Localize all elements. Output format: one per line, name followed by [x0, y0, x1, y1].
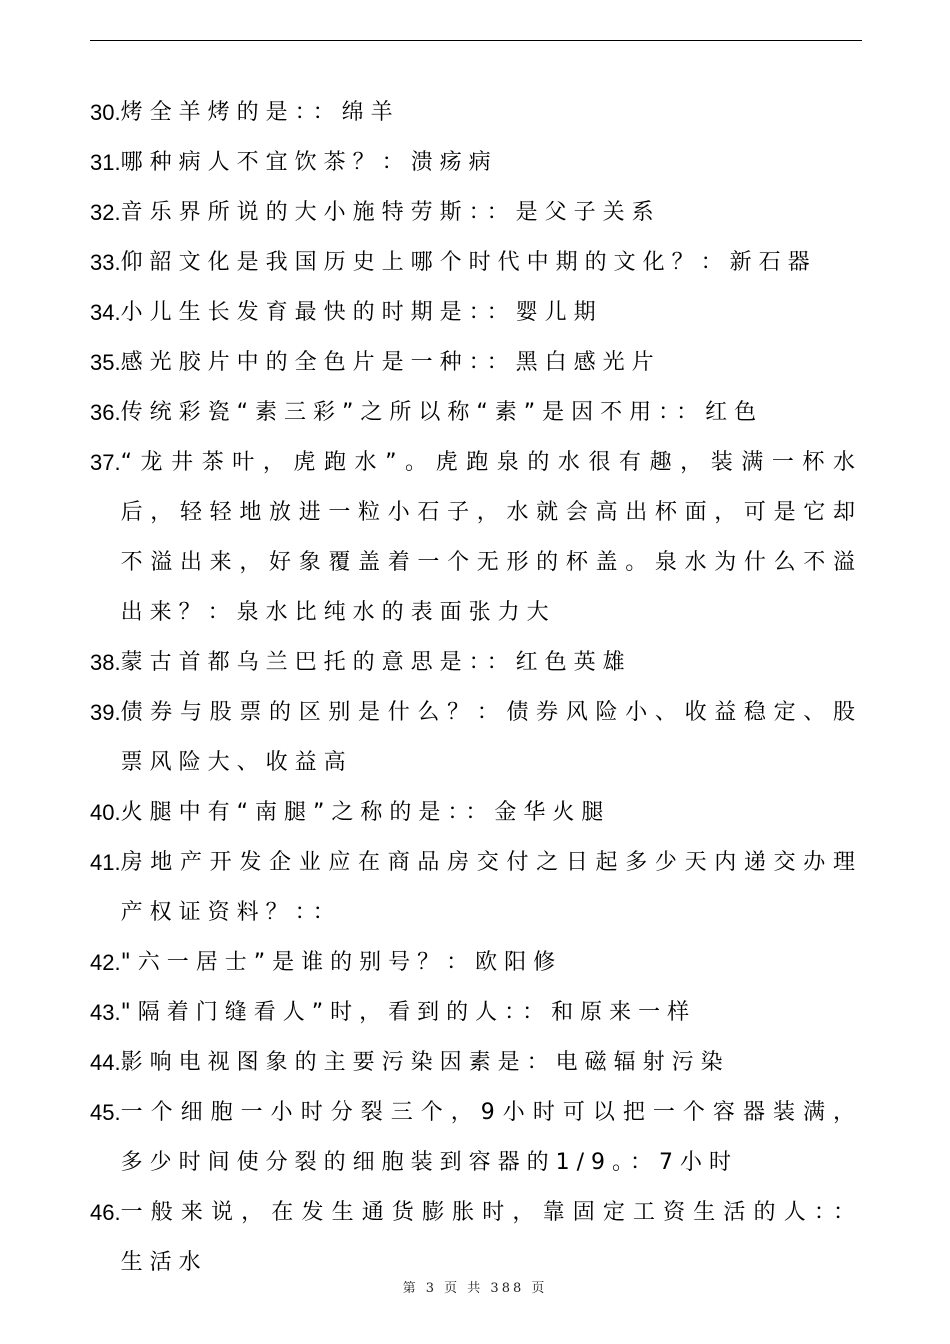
item-number: 46.	[90, 1200, 121, 1225]
item-number: 41.	[90, 850, 121, 875]
qa-item	[90, 138, 862, 188]
qa-item	[90, 288, 862, 338]
item-number: 38.	[90, 650, 121, 675]
item-text: 影响电视图象的主要污染因素是：电磁辐射污染	[120, 1050, 730, 1075]
item-number: 44.	[90, 1050, 121, 1075]
item-text: 房地产开发企业应在商品房交付之日起多少天内递交办理产权证资料？：：	[120, 850, 862, 925]
qa-item	[90, 88, 862, 138]
item-number: 40.	[90, 800, 121, 825]
item-text: 烤全羊烤的是：：绵羊	[120, 100, 400, 125]
qa-item	[90, 638, 862, 688]
page-footer: 第 3 页 共 388 页	[402, 1281, 548, 1296]
item-text: 一般来说，在发生通货膨胀时，靠固定工资生活的人：：生活水	[120, 1200, 862, 1275]
qa-item	[90, 338, 862, 388]
item-text: 音乐界所说的大小施特劳斯：：是父子关系	[120, 200, 661, 225]
qa-item	[90, 438, 862, 638]
qa-item	[90, 988, 862, 1038]
item-number: 35.	[90, 350, 121, 375]
item-number: 31.	[90, 150, 121, 175]
item-number: 42.	[90, 950, 121, 975]
qa-item	[90, 1038, 862, 1088]
item-number: 32.	[90, 200, 121, 225]
item-number: 39.	[90, 700, 121, 725]
item-text: 哪种病人不宜饮茶？：溃疡病	[120, 150, 498, 175]
qa-item	[90, 188, 862, 238]
qa-item	[90, 238, 862, 288]
item-text: 传统彩瓷“素三彩”之所以称“素”是因不用：：红色	[120, 400, 764, 425]
item-text: "六一居士”是谁的别号？：欧阳修	[120, 950, 563, 975]
item-number: 36.	[90, 400, 121, 425]
item-text: “龙井茶叶，虎跑水”。虎跑泉的水很有趣，装满一杯水后，轻轻地放进一粒小石子，水就会高出杯面，可是它却不溢出来，好象覆盖着一个无形的杯盖。泉水为什么不溢出来？：泉水比纯水的表面张力大	[120, 450, 862, 625]
header-rule	[90, 40, 862, 41]
item-text: 小儿生长发育最快的时期是：：婴儿期	[120, 300, 603, 325]
qa-item	[90, 388, 862, 438]
item-text: 债券与股票的区别是什么？：债券风险小、收益稳定、股票风险大、收益高	[120, 700, 862, 775]
item-number: 43.	[90, 1000, 121, 1025]
qa-item	[90, 688, 862, 788]
item-number: 33.	[90, 250, 121, 275]
qa-item	[90, 838, 862, 938]
qa-item	[90, 788, 862, 838]
item-number: 45.	[90, 1100, 121, 1125]
item-number: 34.	[90, 300, 121, 325]
item-text: 感光胶片中的全色片是一种：：黑白感光片	[120, 350, 661, 375]
document-body	[90, 88, 862, 1288]
qa-item	[90, 1088, 862, 1188]
item-text: 仰韶文化是我国历史上哪个时代中期的文化？：新石器	[120, 250, 817, 275]
item-text: 火腿中有“南腿”之称的是：：金华火腿	[120, 800, 611, 825]
item-number: 30.	[90, 100, 121, 125]
qa-item	[90, 1188, 862, 1288]
item-number: 37.	[90, 450, 121, 475]
item-text: 一个细胞一小时分裂三个，9小时可以把一个容器装满，多少时间使分裂的细胞装到容器的1/9。：7小时	[120, 1100, 862, 1175]
item-text: "隔着门缝看人”时，看到的人：：和原来一样	[120, 1000, 697, 1025]
qa-item	[90, 938, 862, 988]
item-text: 蒙古首都乌兰巴托的意思是：：红色英雄	[120, 650, 632, 675]
